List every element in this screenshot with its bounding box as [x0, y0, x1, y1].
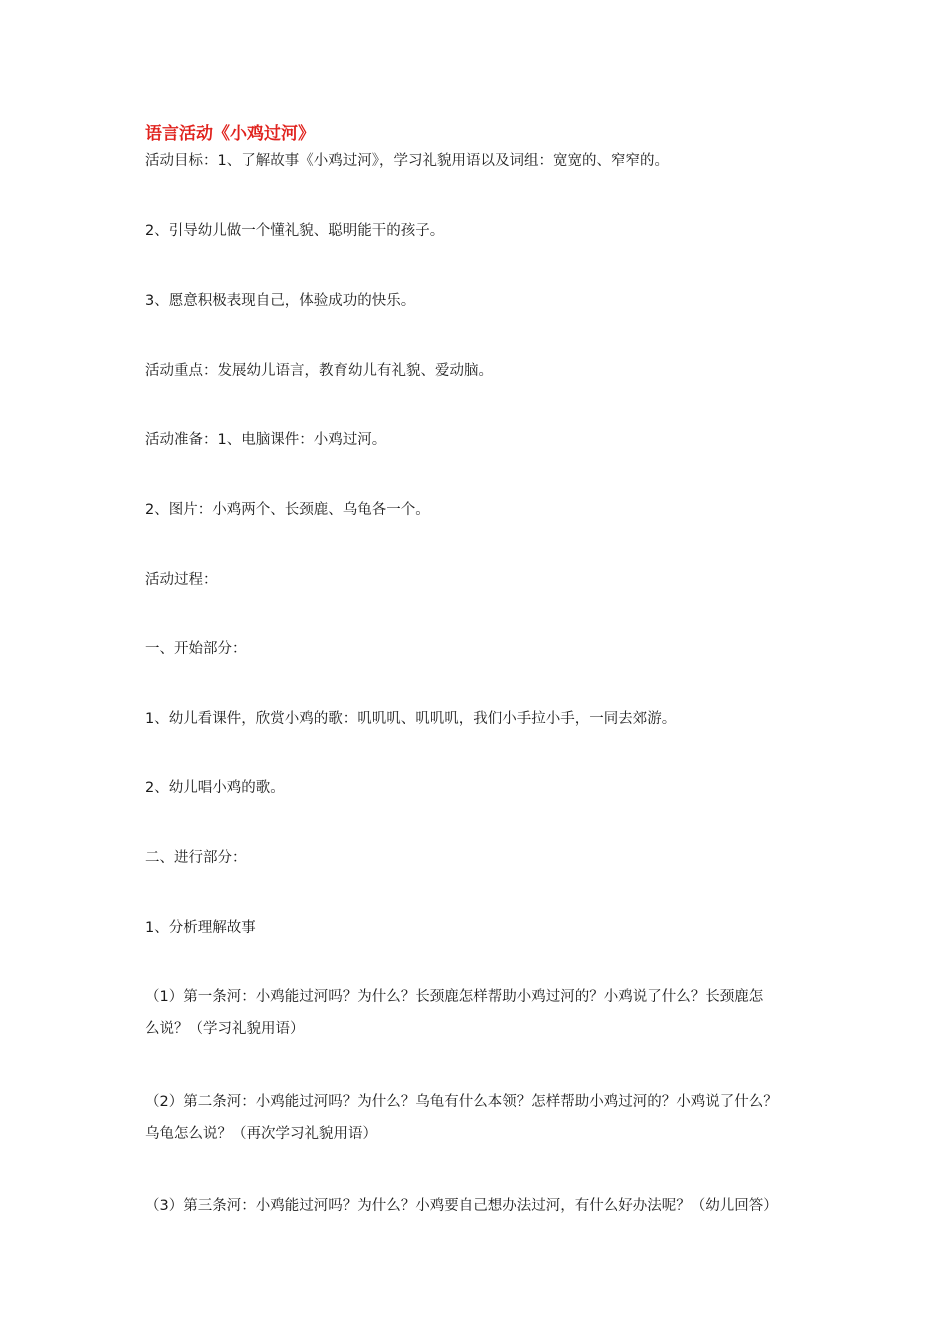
question-paragraph-1-line-1: （1）第一条河：小鸡能过河吗？为什么？长颈鹿怎样帮助小鸡过河的？小鸡说了什么？长颈鹿怎 [145, 989, 764, 1005]
start-step-2: 2、幼儿唱小鸡的歌。 [145, 780, 285, 796]
progress-step-1: 1、分析理解故事 [145, 920, 256, 936]
activity-focus: 活动重点：发展幼儿语言，教育幼儿有礼貌、爱动脑。 [145, 363, 493, 379]
activity-goal-3: 3、愿意积极表现自己，体验成功的快乐。 [145, 293, 416, 309]
activity-process-heading: 活动过程： [145, 572, 218, 588]
document-title: 语言活动《小鸡过河》 [145, 124, 315, 144]
activity-prep-2: 2、图片：小鸡两个、长颈鹿、乌龟各一个。 [145, 502, 430, 518]
question-paragraph-2-line-2: 乌龟怎么说？（再次学习礼貌用语） [145, 1126, 377, 1142]
section-start-heading: 一、开始部分： [145, 641, 247, 657]
question-paragraph-3 [145, 1190, 825, 1222]
activity-prep-1: 活动准备：1、电脑课件：小鸡过河。 [145, 432, 387, 448]
section-progress-heading: 二、进行部分： [145, 850, 247, 866]
start-step-1: 1、幼儿看课件，欣赏小鸡的歌：叽叽叽、叽叽叽，我们小手拉小手，一同去郊游。 [145, 711, 677, 727]
activity-goal-2: 2、引导幼儿做一个懂礼貌、聪明能干的孩子。 [145, 223, 445, 239]
question-paragraph-2-line-1: （2）第二条河：小鸡能过河吗？为什么？乌龟有什么本领？怎样帮助小鸡过河的？小鸡说了什么？ [145, 1094, 778, 1110]
question-paragraph-1 [145, 981, 825, 1045]
question-paragraph-1-line-2: 么说？（学习礼貌用语） [145, 1021, 305, 1037]
question-paragraph-3-line-1: （3）第三条河：小鸡能过河吗？为什么？小鸡要自己想办法过河，有什么好办法呢？（幼儿回答） [145, 1198, 778, 1214]
activity-goal-1: 活动目标：1、了解故事《小鸡过河》，学习礼貌用语以及词组：宽宽的、窄窄的。 [145, 153, 669, 169]
question-paragraph-2 [145, 1086, 825, 1150]
